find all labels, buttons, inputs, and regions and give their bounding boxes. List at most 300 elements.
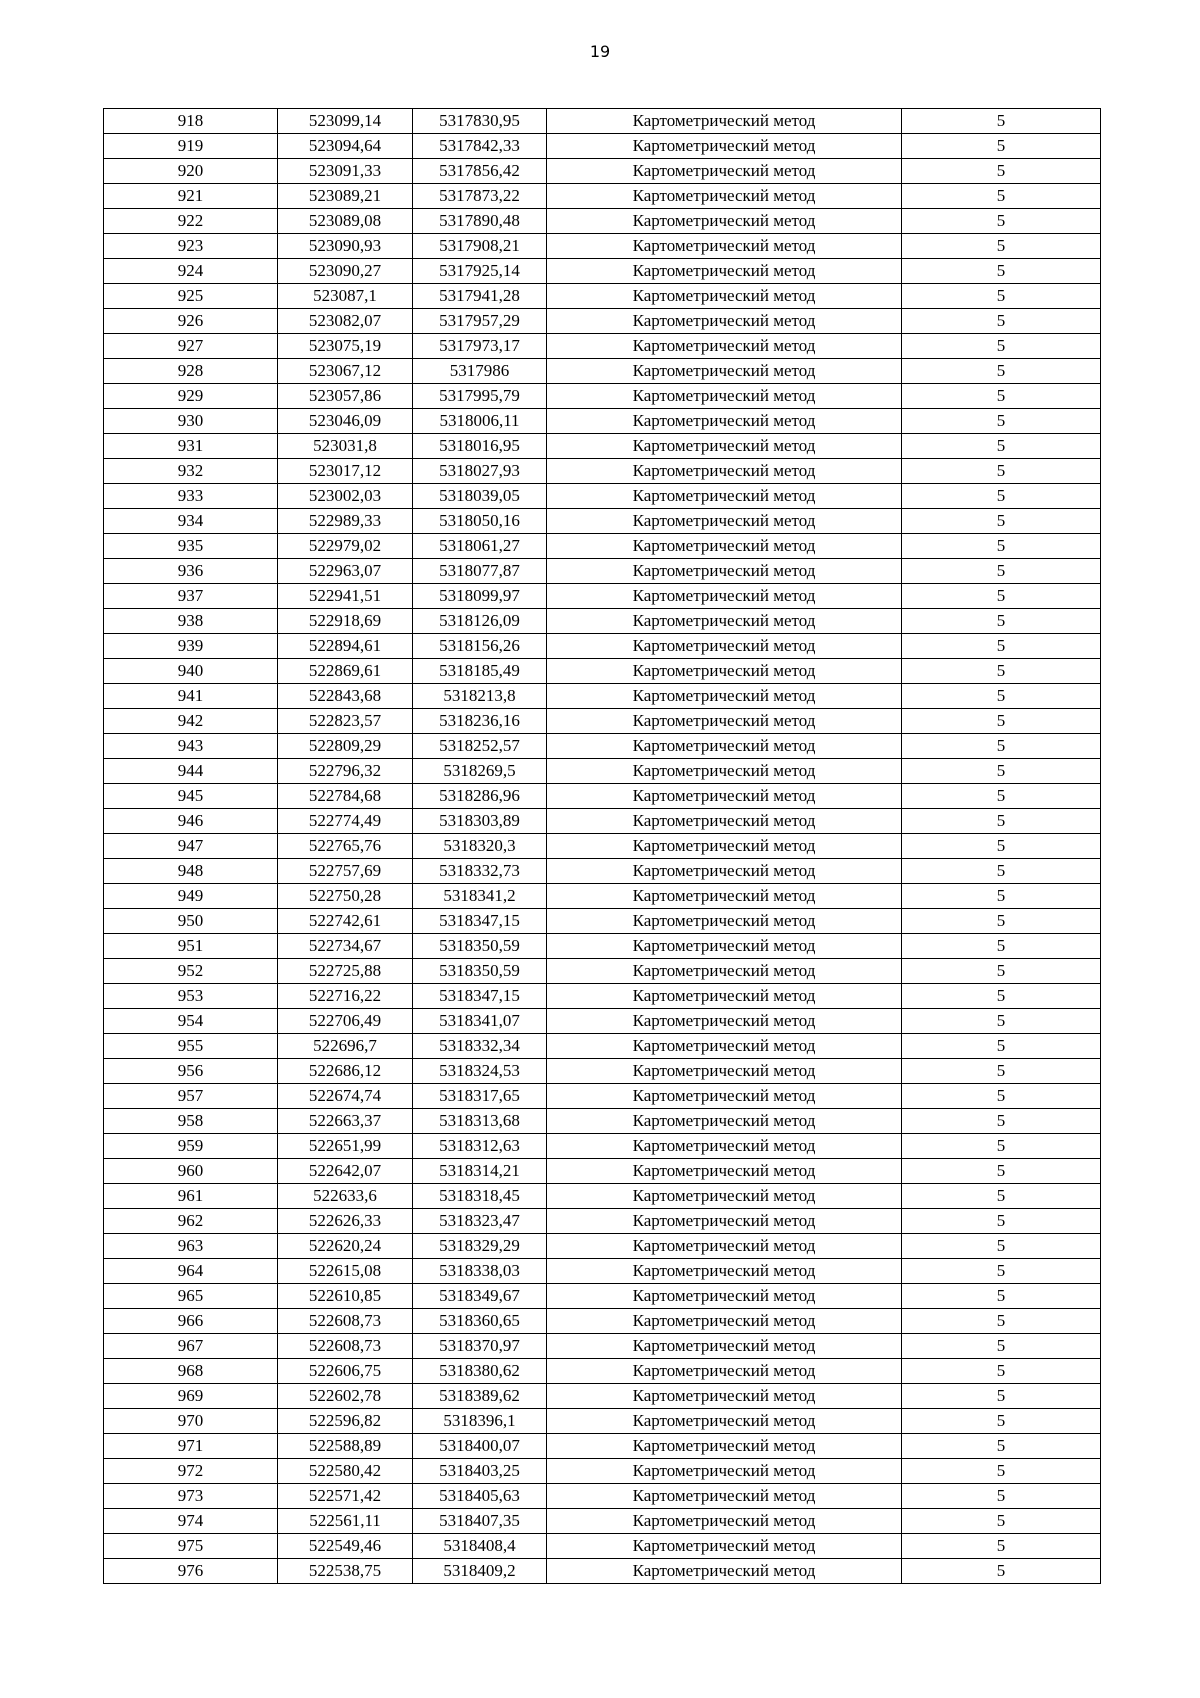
y-coordinate-cell: 5318400,07 bbox=[413, 1434, 547, 1459]
accuracy-cell: 5 bbox=[902, 959, 1101, 984]
x-coordinate-cell: 523090,27 bbox=[278, 259, 413, 284]
accuracy-cell: 5 bbox=[902, 634, 1101, 659]
y-coordinate-cell: 5318341,07 bbox=[413, 1009, 547, 1034]
x-coordinate-cell: 522538,75 bbox=[278, 1559, 413, 1584]
method-cell: Картометрический метод bbox=[547, 1384, 902, 1409]
x-coordinate-cell: 522796,32 bbox=[278, 759, 413, 784]
accuracy-cell: 5 bbox=[902, 159, 1101, 184]
y-coordinate-cell: 5318213,8 bbox=[413, 684, 547, 709]
y-coordinate-cell: 5318396,1 bbox=[413, 1409, 547, 1434]
method-cell: Картометрический метод bbox=[547, 859, 902, 884]
x-coordinate-cell: 522706,49 bbox=[278, 1009, 413, 1034]
x-coordinate-cell: 522823,57 bbox=[278, 709, 413, 734]
table-row bbox=[104, 1484, 1101, 1509]
table-row bbox=[104, 1034, 1101, 1059]
method-cell: Картометрический метод bbox=[547, 359, 902, 384]
x-coordinate-cell: 522674,74 bbox=[278, 1084, 413, 1109]
table-row bbox=[104, 234, 1101, 259]
accuracy-cell: 5 bbox=[902, 1334, 1101, 1359]
point-number-cell: 975 bbox=[104, 1534, 278, 1559]
point-number-cell: 931 bbox=[104, 434, 278, 459]
accuracy-cell: 5 bbox=[902, 1259, 1101, 1284]
y-coordinate-cell: 5318360,65 bbox=[413, 1309, 547, 1334]
accuracy-cell: 5 bbox=[902, 1209, 1101, 1234]
x-coordinate-cell: 522633,6 bbox=[278, 1184, 413, 1209]
method-cell: Картометрический метод bbox=[547, 1134, 902, 1159]
y-coordinate-cell: 5318126,09 bbox=[413, 609, 547, 634]
table-row bbox=[104, 459, 1101, 484]
y-coordinate-cell: 5317986 bbox=[413, 359, 547, 384]
accuracy-cell: 5 bbox=[902, 1509, 1101, 1534]
point-number-cell: 955 bbox=[104, 1034, 278, 1059]
accuracy-cell: 5 bbox=[902, 284, 1101, 309]
accuracy-cell: 5 bbox=[902, 1284, 1101, 1309]
accuracy-cell: 5 bbox=[902, 859, 1101, 884]
accuracy-cell: 5 bbox=[902, 334, 1101, 359]
point-number-cell: 965 bbox=[104, 1284, 278, 1309]
method-cell: Картометрический метод bbox=[547, 1334, 902, 1359]
x-coordinate-cell: 522989,33 bbox=[278, 509, 413, 534]
x-coordinate-cell: 522809,29 bbox=[278, 734, 413, 759]
accuracy-cell: 5 bbox=[902, 1534, 1101, 1559]
x-coordinate-cell: 522608,73 bbox=[278, 1334, 413, 1359]
method-cell: Картометрический метод bbox=[547, 409, 902, 434]
y-coordinate-cell: 5317873,22 bbox=[413, 184, 547, 209]
y-coordinate-cell: 5318016,95 bbox=[413, 434, 547, 459]
x-coordinate-cell: 522894,61 bbox=[278, 634, 413, 659]
table-row bbox=[104, 384, 1101, 409]
table-row bbox=[104, 484, 1101, 509]
method-cell: Картометрический метод bbox=[547, 784, 902, 809]
accuracy-cell: 5 bbox=[902, 459, 1101, 484]
y-coordinate-cell: 5318313,68 bbox=[413, 1109, 547, 1134]
table-row bbox=[104, 434, 1101, 459]
x-coordinate-cell: 522642,07 bbox=[278, 1159, 413, 1184]
accuracy-cell: 5 bbox=[902, 259, 1101, 284]
x-coordinate-cell: 522596,82 bbox=[278, 1409, 413, 1434]
method-cell: Картометрический метод bbox=[547, 609, 902, 634]
x-coordinate-cell: 522963,07 bbox=[278, 559, 413, 584]
accuracy-cell: 5 bbox=[902, 584, 1101, 609]
y-coordinate-cell: 5318349,67 bbox=[413, 1284, 547, 1309]
point-number-cell: 954 bbox=[104, 1009, 278, 1034]
x-coordinate-cell: 523057,86 bbox=[278, 384, 413, 409]
method-cell: Картометрический метод bbox=[547, 1284, 902, 1309]
accuracy-cell: 5 bbox=[902, 709, 1101, 734]
accuracy-cell: 5 bbox=[902, 409, 1101, 434]
x-coordinate-cell: 523002,03 bbox=[278, 484, 413, 509]
y-coordinate-cell: 5318050,16 bbox=[413, 509, 547, 534]
table-row bbox=[104, 1234, 1101, 1259]
point-number-cell: 920 bbox=[104, 159, 278, 184]
x-coordinate-cell: 523089,08 bbox=[278, 209, 413, 234]
table-row bbox=[104, 159, 1101, 184]
accuracy-cell: 5 bbox=[902, 234, 1101, 259]
method-cell: Картометрический метод bbox=[547, 659, 902, 684]
table-row bbox=[104, 184, 1101, 209]
y-coordinate-cell: 5317973,17 bbox=[413, 334, 547, 359]
table-row bbox=[104, 1459, 1101, 1484]
table-row bbox=[104, 1409, 1101, 1434]
coordinates-table-body bbox=[104, 109, 1101, 1584]
y-coordinate-cell: 5318332,34 bbox=[413, 1034, 547, 1059]
x-coordinate-cell: 522610,85 bbox=[278, 1284, 413, 1309]
y-coordinate-cell: 5317856,42 bbox=[413, 159, 547, 184]
table-row bbox=[104, 1259, 1101, 1284]
table-row bbox=[104, 1534, 1101, 1559]
x-coordinate-cell: 523089,21 bbox=[278, 184, 413, 209]
y-coordinate-cell: 5318077,87 bbox=[413, 559, 547, 584]
point-number-cell: 921 bbox=[104, 184, 278, 209]
accuracy-cell: 5 bbox=[902, 1484, 1101, 1509]
point-number-cell: 943 bbox=[104, 734, 278, 759]
y-coordinate-cell: 5318006,11 bbox=[413, 409, 547, 434]
table-row bbox=[104, 259, 1101, 284]
table-row bbox=[104, 1434, 1101, 1459]
method-cell: Картометрический метод bbox=[547, 1109, 902, 1134]
method-cell: Картометрический метод bbox=[547, 334, 902, 359]
method-cell: Картометрический метод bbox=[547, 309, 902, 334]
method-cell: Картометрический метод bbox=[547, 834, 902, 859]
point-number-cell: 937 bbox=[104, 584, 278, 609]
y-coordinate-cell: 5318409,2 bbox=[413, 1559, 547, 1584]
x-coordinate-cell: 523094,64 bbox=[278, 134, 413, 159]
point-number-cell: 949 bbox=[104, 884, 278, 909]
table-row bbox=[104, 909, 1101, 934]
point-number-cell: 959 bbox=[104, 1134, 278, 1159]
x-coordinate-cell: 522580,42 bbox=[278, 1459, 413, 1484]
x-coordinate-cell: 522918,69 bbox=[278, 609, 413, 634]
y-coordinate-cell: 5318389,62 bbox=[413, 1384, 547, 1409]
y-coordinate-cell: 5317925,14 bbox=[413, 259, 547, 284]
method-cell: Картометрический метод bbox=[547, 184, 902, 209]
method-cell: Картометрический метод bbox=[547, 934, 902, 959]
point-number-cell: 927 bbox=[104, 334, 278, 359]
y-coordinate-cell: 5317830,95 bbox=[413, 109, 547, 134]
table-row bbox=[104, 1209, 1101, 1234]
x-coordinate-cell: 522620,24 bbox=[278, 1234, 413, 1259]
accuracy-cell: 5 bbox=[902, 984, 1101, 1009]
x-coordinate-cell: 522941,51 bbox=[278, 584, 413, 609]
y-coordinate-cell: 5317957,29 bbox=[413, 309, 547, 334]
x-coordinate-cell: 522663,37 bbox=[278, 1109, 413, 1134]
method-cell: Картометрический метод bbox=[547, 884, 902, 909]
accuracy-cell: 5 bbox=[902, 1059, 1101, 1084]
method-cell: Картометрический метод bbox=[547, 284, 902, 309]
x-coordinate-cell: 522615,08 bbox=[278, 1259, 413, 1284]
y-coordinate-cell: 5318324,53 bbox=[413, 1059, 547, 1084]
x-coordinate-cell: 523090,93 bbox=[278, 234, 413, 259]
method-cell: Картометрический метод bbox=[547, 1084, 902, 1109]
x-coordinate-cell: 522765,76 bbox=[278, 834, 413, 859]
point-number-cell: 938 bbox=[104, 609, 278, 634]
table-row bbox=[104, 509, 1101, 534]
method-cell: Картометрический метод bbox=[547, 534, 902, 559]
point-number-cell: 924 bbox=[104, 259, 278, 284]
x-coordinate-cell: 522686,12 bbox=[278, 1059, 413, 1084]
accuracy-cell: 5 bbox=[902, 1009, 1101, 1034]
table-row bbox=[104, 209, 1101, 234]
y-coordinate-cell: 5318039,05 bbox=[413, 484, 547, 509]
point-number-cell: 926 bbox=[104, 309, 278, 334]
method-cell: Картометрический метод bbox=[547, 209, 902, 234]
y-coordinate-cell: 5318407,35 bbox=[413, 1509, 547, 1534]
method-cell: Картометрический метод bbox=[547, 234, 902, 259]
point-number-cell: 966 bbox=[104, 1309, 278, 1334]
accuracy-cell: 5 bbox=[902, 784, 1101, 809]
accuracy-cell: 5 bbox=[902, 734, 1101, 759]
x-coordinate-cell: 522651,99 bbox=[278, 1134, 413, 1159]
y-coordinate-cell: 5318370,97 bbox=[413, 1334, 547, 1359]
table-row bbox=[104, 1009, 1101, 1034]
table-row bbox=[104, 634, 1101, 659]
table-row bbox=[104, 1159, 1101, 1184]
accuracy-cell: 5 bbox=[902, 1109, 1101, 1134]
y-coordinate-cell: 5318061,27 bbox=[413, 534, 547, 559]
method-cell: Картометрический метод bbox=[547, 1184, 902, 1209]
x-coordinate-cell: 522774,49 bbox=[278, 809, 413, 834]
point-number-cell: 948 bbox=[104, 859, 278, 884]
table-row bbox=[104, 1559, 1101, 1584]
accuracy-cell: 5 bbox=[902, 834, 1101, 859]
point-number-cell: 951 bbox=[104, 934, 278, 959]
point-number-cell: 973 bbox=[104, 1484, 278, 1509]
x-coordinate-cell: 522561,11 bbox=[278, 1509, 413, 1534]
accuracy-cell: 5 bbox=[902, 909, 1101, 934]
y-coordinate-cell: 5318269,5 bbox=[413, 759, 547, 784]
accuracy-cell: 5 bbox=[902, 1084, 1101, 1109]
method-cell: Картометрический метод bbox=[547, 259, 902, 284]
accuracy-cell: 5 bbox=[902, 184, 1101, 209]
table-row bbox=[104, 1359, 1101, 1384]
x-coordinate-cell: 522626,33 bbox=[278, 1209, 413, 1234]
y-coordinate-cell: 5318314,21 bbox=[413, 1159, 547, 1184]
method-cell: Картометрический метод bbox=[547, 1509, 902, 1534]
x-coordinate-cell: 522869,61 bbox=[278, 659, 413, 684]
method-cell: Картометрический метод bbox=[547, 759, 902, 784]
method-cell: Картометрический метод bbox=[547, 809, 902, 834]
table-row bbox=[104, 984, 1101, 1009]
x-coordinate-cell: 523067,12 bbox=[278, 359, 413, 384]
table-row bbox=[104, 659, 1101, 684]
y-coordinate-cell: 5318332,73 bbox=[413, 859, 547, 884]
table-row bbox=[104, 1059, 1101, 1084]
point-number-cell: 961 bbox=[104, 1184, 278, 1209]
table-row bbox=[104, 759, 1101, 784]
y-coordinate-cell: 5318403,25 bbox=[413, 1459, 547, 1484]
point-number-cell: 968 bbox=[104, 1359, 278, 1384]
y-coordinate-cell: 5318323,47 bbox=[413, 1209, 547, 1234]
point-number-cell: 970 bbox=[104, 1409, 278, 1434]
point-number-cell: 974 bbox=[104, 1509, 278, 1534]
table-row bbox=[104, 734, 1101, 759]
point-number-cell: 919 bbox=[104, 134, 278, 159]
accuracy-cell: 5 bbox=[902, 1559, 1101, 1584]
x-coordinate-cell: 523087,1 bbox=[278, 284, 413, 309]
accuracy-cell: 5 bbox=[902, 1359, 1101, 1384]
method-cell: Картометрический метод bbox=[547, 1434, 902, 1459]
x-coordinate-cell: 522725,88 bbox=[278, 959, 413, 984]
accuracy-cell: 5 bbox=[902, 359, 1101, 384]
method-cell: Картометрический метод bbox=[547, 1009, 902, 1034]
method-cell: Картометрический метод bbox=[547, 584, 902, 609]
table-row bbox=[104, 1384, 1101, 1409]
table-row bbox=[104, 334, 1101, 359]
accuracy-cell: 5 bbox=[902, 509, 1101, 534]
y-coordinate-cell: 5318347,15 bbox=[413, 984, 547, 1009]
method-cell: Картометрический метод bbox=[547, 1484, 902, 1509]
point-number-cell: 953 bbox=[104, 984, 278, 1009]
point-number-cell: 942 bbox=[104, 709, 278, 734]
point-number-cell: 930 bbox=[104, 409, 278, 434]
method-cell: Картометрический метод bbox=[547, 459, 902, 484]
method-cell: Картометрический метод bbox=[547, 484, 902, 509]
table-row bbox=[104, 584, 1101, 609]
y-coordinate-cell: 5317908,21 bbox=[413, 234, 547, 259]
table-row bbox=[104, 1084, 1101, 1109]
x-coordinate-cell: 523082,07 bbox=[278, 309, 413, 334]
accuracy-cell: 5 bbox=[902, 1309, 1101, 1334]
table-row bbox=[104, 309, 1101, 334]
y-coordinate-cell: 5318312,63 bbox=[413, 1134, 547, 1159]
x-coordinate-cell: 522750,28 bbox=[278, 884, 413, 909]
accuracy-cell: 5 bbox=[902, 384, 1101, 409]
point-number-cell: 934 bbox=[104, 509, 278, 534]
table-row bbox=[104, 559, 1101, 584]
method-cell: Картометрический метод bbox=[547, 1459, 902, 1484]
accuracy-cell: 5 bbox=[902, 559, 1101, 584]
point-number-cell: 929 bbox=[104, 384, 278, 409]
accuracy-cell: 5 bbox=[902, 1034, 1101, 1059]
x-coordinate-cell: 522549,46 bbox=[278, 1534, 413, 1559]
method-cell: Картометрический метод bbox=[547, 134, 902, 159]
accuracy-cell: 5 bbox=[902, 684, 1101, 709]
point-number-cell: 952 bbox=[104, 959, 278, 984]
point-number-cell: 932 bbox=[104, 459, 278, 484]
x-coordinate-cell: 522608,73 bbox=[278, 1309, 413, 1334]
accuracy-cell: 5 bbox=[902, 134, 1101, 159]
y-coordinate-cell: 5317890,48 bbox=[413, 209, 547, 234]
y-coordinate-cell: 5318317,65 bbox=[413, 1084, 547, 1109]
point-number-cell: 964 bbox=[104, 1259, 278, 1284]
table-row bbox=[104, 1284, 1101, 1309]
method-cell: Картометрический метод bbox=[547, 1209, 902, 1234]
accuracy-cell: 5 bbox=[902, 1184, 1101, 1209]
point-number-cell: 950 bbox=[104, 909, 278, 934]
accuracy-cell: 5 bbox=[902, 484, 1101, 509]
y-coordinate-cell: 5318329,29 bbox=[413, 1234, 547, 1259]
x-coordinate-cell: 523031,8 bbox=[278, 434, 413, 459]
x-coordinate-cell: 522606,75 bbox=[278, 1359, 413, 1384]
point-number-cell: 967 bbox=[104, 1334, 278, 1359]
x-coordinate-cell: 522716,22 bbox=[278, 984, 413, 1009]
method-cell: Картометрический метод bbox=[547, 1159, 902, 1184]
table-row bbox=[104, 884, 1101, 909]
method-cell: Картометрический метод bbox=[547, 1059, 902, 1084]
y-coordinate-cell: 5318350,59 bbox=[413, 934, 547, 959]
x-coordinate-cell: 522734,67 bbox=[278, 934, 413, 959]
method-cell: Картометрический метод bbox=[547, 384, 902, 409]
table-row bbox=[104, 109, 1101, 134]
table-row bbox=[104, 684, 1101, 709]
x-coordinate-cell: 523091,33 bbox=[278, 159, 413, 184]
table-row bbox=[104, 1509, 1101, 1534]
y-coordinate-cell: 5318347,15 bbox=[413, 909, 547, 934]
table-row bbox=[104, 409, 1101, 434]
table-row bbox=[104, 609, 1101, 634]
y-coordinate-cell: 5318341,2 bbox=[413, 884, 547, 909]
method-cell: Картометрический метод bbox=[547, 959, 902, 984]
method-cell: Картометрический метод bbox=[547, 109, 902, 134]
accuracy-cell: 5 bbox=[902, 1159, 1101, 1184]
point-number-cell: 941 bbox=[104, 684, 278, 709]
x-coordinate-cell: 523099,14 bbox=[278, 109, 413, 134]
accuracy-cell: 5 bbox=[902, 1459, 1101, 1484]
table-row bbox=[104, 359, 1101, 384]
point-number-cell: 945 bbox=[104, 784, 278, 809]
x-coordinate-cell: 523046,09 bbox=[278, 409, 413, 434]
x-coordinate-cell: 522757,69 bbox=[278, 859, 413, 884]
table-row bbox=[104, 534, 1101, 559]
y-coordinate-cell: 5318286,96 bbox=[413, 784, 547, 809]
y-coordinate-cell: 5317995,79 bbox=[413, 384, 547, 409]
point-number-cell: 962 bbox=[104, 1209, 278, 1234]
method-cell: Картометрический метод bbox=[547, 1234, 902, 1259]
y-coordinate-cell: 5318185,49 bbox=[413, 659, 547, 684]
table-row bbox=[104, 284, 1101, 309]
point-number-cell: 976 bbox=[104, 1559, 278, 1584]
point-number-cell: 940 bbox=[104, 659, 278, 684]
x-coordinate-cell: 522742,61 bbox=[278, 909, 413, 934]
point-number-cell: 963 bbox=[104, 1234, 278, 1259]
accuracy-cell: 5 bbox=[902, 209, 1101, 234]
x-coordinate-cell: 522571,42 bbox=[278, 1484, 413, 1509]
x-coordinate-cell: 522588,89 bbox=[278, 1434, 413, 1459]
point-number-cell: 922 bbox=[104, 209, 278, 234]
x-coordinate-cell: 523017,12 bbox=[278, 459, 413, 484]
coordinates-table bbox=[103, 108, 1101, 1584]
point-number-cell: 939 bbox=[104, 634, 278, 659]
point-number-cell: 923 bbox=[104, 234, 278, 259]
point-number-cell: 957 bbox=[104, 1084, 278, 1109]
method-cell: Картометрический метод bbox=[547, 1034, 902, 1059]
y-coordinate-cell: 5318405,63 bbox=[413, 1484, 547, 1509]
method-cell: Картометрический метод bbox=[547, 1259, 902, 1284]
method-cell: Картометрический метод bbox=[547, 734, 902, 759]
table-row bbox=[104, 1109, 1101, 1134]
accuracy-cell: 5 bbox=[902, 934, 1101, 959]
x-coordinate-cell: 522696,7 bbox=[278, 1034, 413, 1059]
accuracy-cell: 5 bbox=[902, 434, 1101, 459]
x-coordinate-cell: 523075,19 bbox=[278, 334, 413, 359]
accuracy-cell: 5 bbox=[902, 884, 1101, 909]
y-coordinate-cell: 5318380,62 bbox=[413, 1359, 547, 1384]
table-row bbox=[104, 834, 1101, 859]
y-coordinate-cell: 5318303,89 bbox=[413, 809, 547, 834]
y-coordinate-cell: 5318350,59 bbox=[413, 959, 547, 984]
point-number-cell: 969 bbox=[104, 1384, 278, 1409]
point-number-cell: 935 bbox=[104, 534, 278, 559]
method-cell: Картометрический метод bbox=[547, 1359, 902, 1384]
accuracy-cell: 5 bbox=[902, 534, 1101, 559]
table-row bbox=[104, 959, 1101, 984]
y-coordinate-cell: 5318252,57 bbox=[413, 734, 547, 759]
method-cell: Картометрический метод bbox=[547, 1534, 902, 1559]
accuracy-cell: 5 bbox=[902, 1234, 1101, 1259]
x-coordinate-cell: 522784,68 bbox=[278, 784, 413, 809]
y-coordinate-cell: 5318156,26 bbox=[413, 634, 547, 659]
x-coordinate-cell: 522979,02 bbox=[278, 534, 413, 559]
